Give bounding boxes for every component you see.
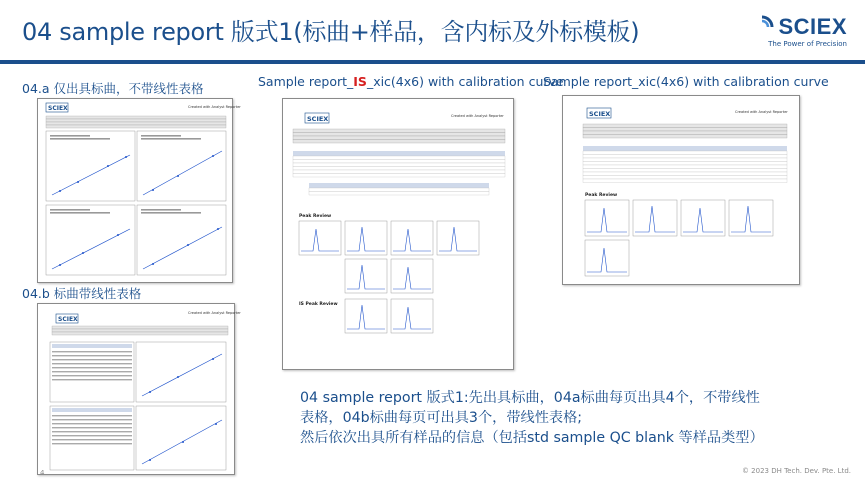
report-thumbnail-xic[interactable] (562, 95, 800, 285)
slide-title: 04 sample report 版式1(标曲+样品，含内标及外标模板) (22, 18, 640, 46)
label-is-highlight: IS (353, 74, 367, 89)
doc-d-header: Created with Analyst Reporter (735, 110, 788, 114)
description-line-1: 04 sample report 版式1:先出具标曲，04a标曲每页出具4个，不带线性 (300, 390, 760, 406)
report-thumbnail-04a[interactable] (37, 98, 241, 283)
description-line-2: 表格，04b标曲每页可出具3个，带线性表格; (300, 410, 583, 426)
slide-description (300, 388, 820, 448)
report-thumbnail-is-xic[interactable] (282, 98, 514, 370)
page-number: 4 (40, 469, 45, 477)
doc-c-logo: SCIEX (307, 115, 329, 123)
doc-b-logo: SCIEX (58, 316, 78, 323)
label-04b: 04.b 标曲带线性表格 (22, 286, 142, 301)
doc-c-peak-review: Peak Review (299, 214, 332, 219)
label-is-prefix: Sample report_ (258, 74, 354, 89)
report-thumbnail-04b[interactable] (37, 303, 241, 475)
doc-c-header: Created with Analyst Reporter (451, 114, 504, 118)
copyright-footer: © 2023 DH Tech. Dev. Pte. Ltd. (741, 467, 851, 475)
title-divider (0, 60, 865, 64)
doc-d-peak-review: Peak Review (585, 193, 618, 198)
brand-tagline: The Power of Precision (768, 40, 847, 48)
doc-a-header: Created with Analyst Reporter (188, 105, 241, 109)
doc-a-logo: SCIEX (48, 105, 68, 112)
sciex-logo (751, 8, 851, 54)
doc-c-is-peak-review: IS Peak Review (299, 302, 338, 307)
doc-d-logo: SCIEX (589, 110, 611, 118)
label-04a: 04.a 仅出具标曲，不带线性表格 (22, 81, 204, 96)
brand-name: SCIEX (778, 14, 847, 39)
label-xic-report: Sample report_xic(4x6) with calibration curve (543, 74, 829, 89)
description-line-3: 然后依次出具所有样品的信息（包括std sample QC blank 等样品类型） (300, 430, 764, 446)
label-is-suffix: _xic(4x6) with calibration curve (366, 74, 564, 89)
label-is-report (258, 74, 564, 89)
doc-b-header: Created with Analyst Reporter (188, 311, 241, 315)
sciex-mark-icon (751, 16, 773, 38)
